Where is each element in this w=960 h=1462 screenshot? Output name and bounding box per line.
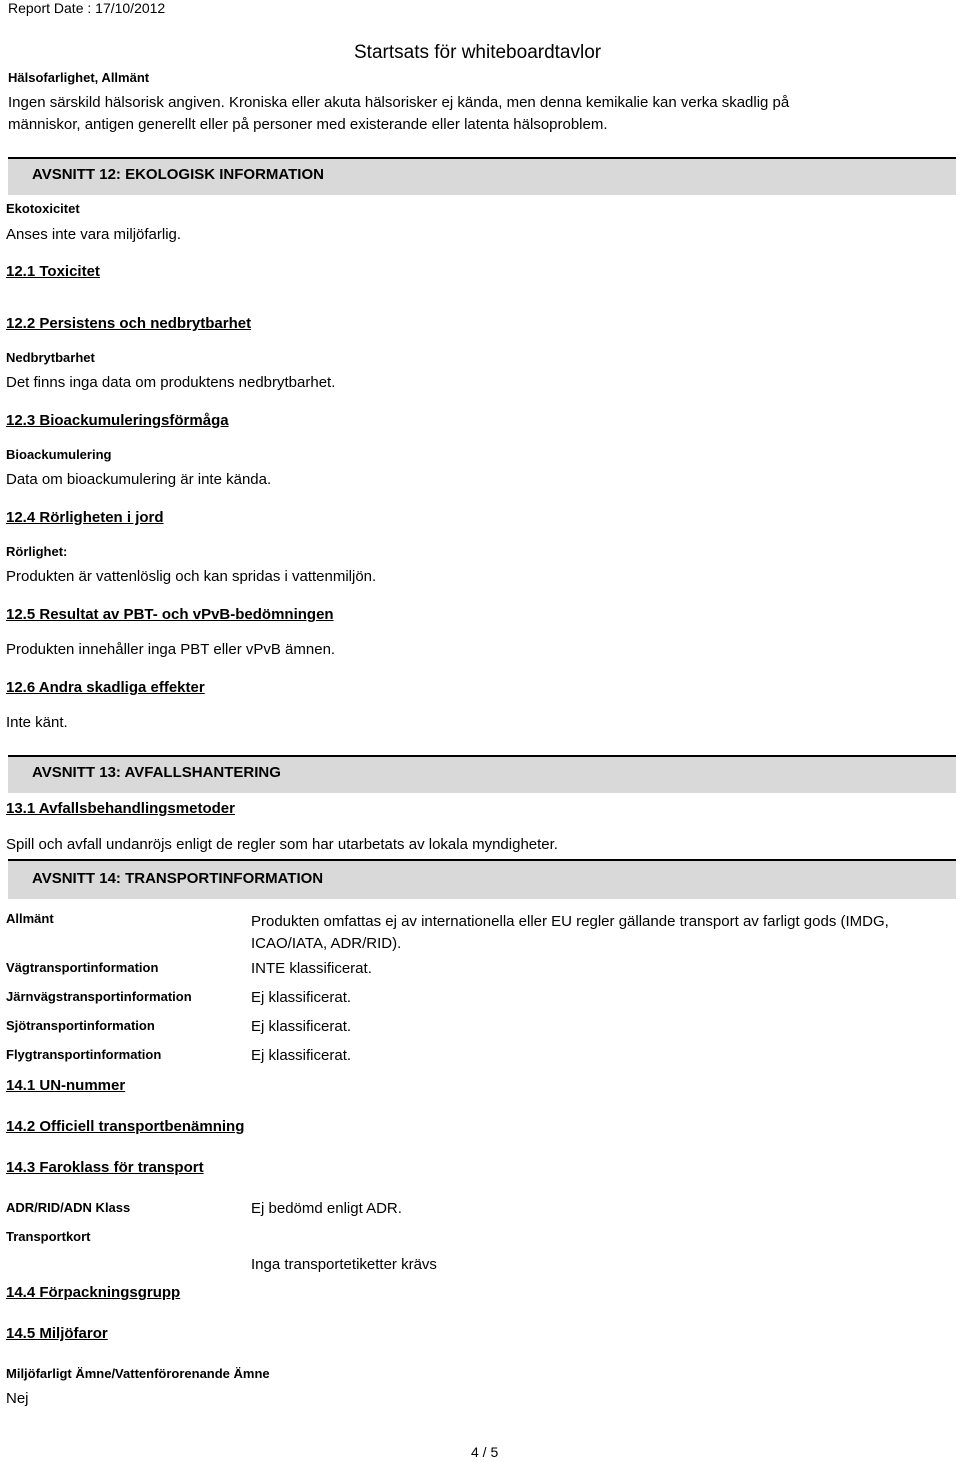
rail-transport-label: Järnvägstransportinformation [6,989,192,1004]
page-number: 4 / 5 [471,1444,499,1460]
ecotoxicity-label: Ekotoxicitet [6,201,80,216]
section-14-header [8,859,956,899]
report-date: Report Date : 17/10/2012 [8,0,166,16]
env-hazard-value: Nej [6,1390,29,1407]
transport-card-label: Transportkort [6,1229,91,1244]
mobility-label: Rörlighet: [6,544,68,559]
pbt-text: Produkten innehåller inga PBT eller vPvB ämnen. [6,641,336,658]
sea-transport-value: Ej klassificerat. [251,1018,352,1035]
mobility-text: Produkten är vattenlöslig och kan spridas i vattenmiljön. [6,568,377,585]
adr-class-label: ADR/RID/ADN Klass [6,1200,131,1215]
section-13-title: AVSNITT 13: AVFALLSHANTERING [32,764,281,781]
bioaccumulation-label: Bioackumulering [6,447,112,462]
subsection-13-1: 13.1 Avfallsbehandlingsmetoder [6,800,235,817]
subsection-14-4: 14.4 Förpackningsgrupp [6,1284,181,1301]
degradability-text: Det finns inga data om produktens nedbrytbarhet. [6,374,336,391]
document-title: Startsats för whiteboardtavlor [354,42,602,63]
transport-general-text: Produkten omfattas ej av internationella eller EU regler gällande transport av farligt gods (IMDG, ICAO/IATA, ADR/RID). [251,913,889,952]
degradability-label: Nedbrytbarhet [6,350,95,365]
section-12-header [8,157,956,195]
subsection-12-4: 12.4 Rörligheten i jord [6,509,164,526]
subsection-12-2: 12.2 Persistens och nedbrytbarhet [6,315,252,332]
waste-text: Spill och avfall undanröjs enligt de regler som har utarbetats av lokala myndigheter. [6,836,558,853]
section-13-header [8,755,956,793]
subsection-12-5: 12.5 Resultat av PBT- och vPvB-bedömningen [6,606,334,623]
subsection-14-3: 14.3 Faroklass för transport [6,1159,204,1176]
road-transport-value: INTE klassificerat. [251,960,372,977]
subsection-14-5: 14.5 Miljöfaror [6,1325,108,1342]
road-transport-label: Vägtransportinformation [6,960,159,975]
health-general-text-line1: Ingen särskild hälsorisk angiven. Kroniska eller akuta hälsorisker ej kända, men denna kemikalie kan verka skadlig på [8,94,790,111]
health-general-label: Hälsofarlighet, Allmänt [8,70,150,85]
transport-general-label: Allmänt [6,911,54,926]
air-transport-label: Flygtransportinformation [6,1047,162,1062]
subsection-12-1: 12.1 Toxicitet [6,263,100,280]
subsection-12-6: 12.6 Andra skadliga effekter [6,679,205,696]
section-14-title: AVSNITT 14: TRANSPORTINFORMATION [32,870,324,887]
ecotoxicity-text: Anses inte vara miljöfarlig. [6,226,182,243]
bioaccumulation-text: Data om bioackumulering är inte kända. [6,471,272,488]
subsection-14-1: 14.1 UN-nummer [6,1077,126,1094]
sea-transport-label: Sjötransportinformation [6,1018,155,1033]
transport-card-value: Inga transportetiketter krävs [251,1256,437,1273]
other-effects-text: Inte känt. [6,714,68,731]
env-hazard-label: Miljöfarligt Ämne/Vattenförorenande Ämne [6,1366,270,1381]
health-general-text-line2: människor, antigen generellt eller på personer med existerande eller latenta hälsoproblem. [8,116,608,133]
subsection-12-3: 12.3 Bioackumuleringsförmåga [6,412,229,429]
adr-class-value: Ej bedömd enligt ADR. [251,1200,402,1217]
air-transport-value: Ej klassificerat. [251,1047,352,1064]
section-12-title: AVSNITT 12: EKOLOGISK INFORMATION [32,166,324,183]
rail-transport-value: Ej klassificerat. [251,989,352,1006]
subsection-14-2: 14.2 Officiell transportbenämning [6,1118,245,1135]
